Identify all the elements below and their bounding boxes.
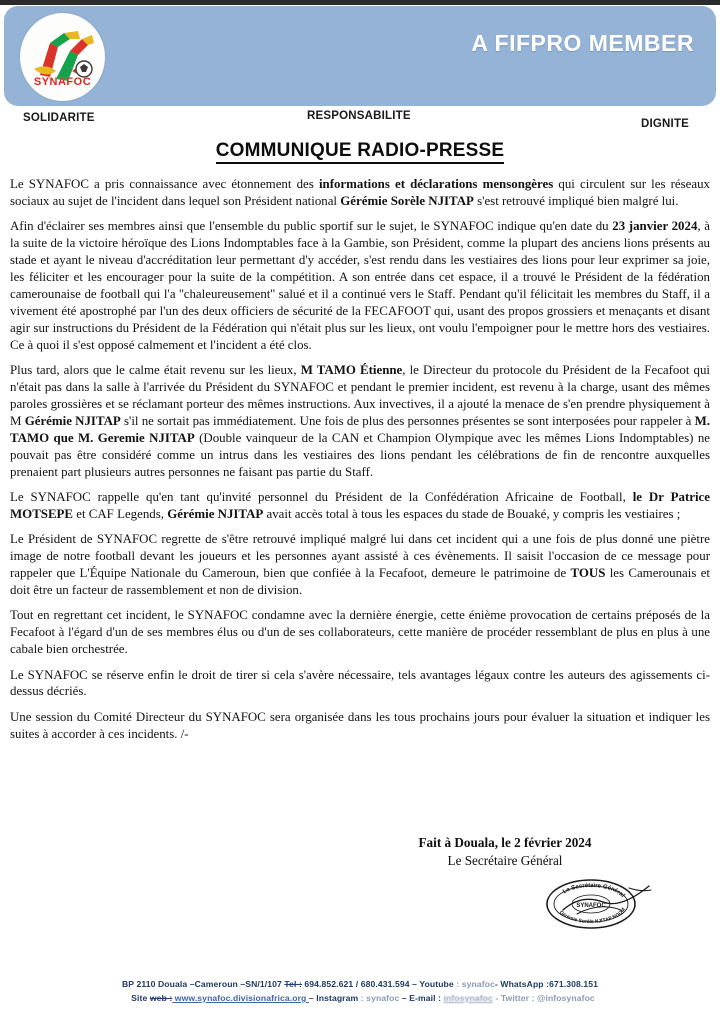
signature-role: Le Secrétaire Général — [447, 852, 563, 868]
paragraph-5: Le Président de SYNAFOC regrette de s'être retrouvé impliqué malgré lui dans cet incident qui a une fois de plus donné une piètre image de notre football devant les joueurs et les personnes ayant assisté à ces évènements. Il saisit l'occasion de ce message pour rappeler que L'Équipe Nationale du Cameroun, bien que confiée à la Fecafoot, demeure le patrimoine de TOUS les Camerounais et doit être un facteur de rassemblement et non de division. — [10, 532, 710, 597]
logo-wordmark: SYNAFOC — [33, 76, 92, 88]
footer-email-address[interactable]: infosynafoc — [443, 992, 493, 1003]
footer-line-2 — [0, 991, 720, 1005]
stamp-center-text: SYNAFOC — [576, 903, 606, 909]
paragraph-6: Tout en regrettant cet incident, le SYNAFOC condamne avec la dernière énergie, cette énième provocation de certains préposés de la Fecafoot à l'égard d'un de ses membres élus ou d'un de ses collaborateurs, cette manière de procéder ressemblant de plus en plus à une cabale bien orchestrée. — [10, 608, 710, 657]
paragraph-1: Le SYNAFOC a pris connaissance avec étonnement des informations et déclarations mensongères qui circulent sur les réseaux sociaux au sujet de l'incident dans lequel son Président national Gérémie Sorèle NJITAP s'est retrouvé impliqué bien malgré lui. — [10, 177, 711, 208]
footer-website-link[interactable]: www.synafoc.divisionafrica.org — [172, 992, 309, 1003]
footer-contact-info — [0, 977, 720, 1005]
footer-instagram-label: – Instagram — [308, 992, 361, 1003]
paragraph-2: Afin d'éclairer ses membres ainsi que l'ensemble du public sportif sur le sujet, le SYNAFOC indique qu'en date du 23 janvier 2024, à la suite de la victoire héroïque des Lions Indomptables face à la Gambie, son Président, comme la plupart des anciens lions présents au stade et ayant le niveau d'accréditation leur permettant d'y accéder, s'est rendu dans les vestiaires des lions pour leur exprimer sa joie, les féliciter et les encourager pour la suite de la compétition. A son entrée dans cet espace, il a trouvé le Président de la fédération camerounaise de football qui l'a ''chaleureusement'' salué et il a continué vers le Staff. Pendant qu'il félicitait les membres du Staff, il a vivement été apostrophé par l'un des deux officiers de sécurité de la FECAFOOT qui, usant des propos grossiers et menaçants et disant agir sur instructions du Président de la Fédération qui n'était plus sur les lieux, ont voulu l'empoigner pour le mettre hors des vestiaires. Ce à quoi il s'est opposé calmement et l'incident a été clos. — [10, 219, 710, 352]
footer-youtube-handle: : synafoc — [456, 978, 495, 989]
signature-place-date: Fait à Douala, le 2 février 2024 — [418, 835, 592, 850]
svg-text:Le Secrétaire Général — [562, 883, 626, 899]
document-body — [10, 176, 710, 751]
footer-email-label: – E-mail : — [399, 992, 444, 1003]
motto-row — [0, 112, 720, 132]
paragraph-4: Le SYNAFOC rappelle qu'en tant qu'invité personnel du Président de la Confédération Africaine de Football, le Dr Patrice MOTSEPE et CAF Legends, Gérémie NJITAP avait accès total à tous les espaces du stade de Bouaké, y compris les vestiaires ; — [10, 489, 710, 521]
header-banner — [4, 6, 716, 106]
footer-twitter-handle: - Twitter : @infosynafoc — [492, 992, 595, 1003]
stamp-bottom-text: Gérémie Sorèle NJITAP NGOM — [557, 906, 627, 926]
document-title-text: COMMUNIQUE RADIO-PRESSE — [216, 140, 505, 164]
footer-address: BP 2110 Douala –Cameroun –SN/1/107 — [121, 978, 285, 989]
synafoc-logo — [20, 13, 105, 101]
motto-dignite: DIGNITE — [641, 118, 690, 130]
footer-instagram-handle: : synafoc — [360, 992, 400, 1003]
paragraph-3: Plus tard, alors que le calme était revenu sur les lieux, M TAMO Étienne, le Directeur du protocole du Président de la Fecafoot qui n'était pas dans la salle à l'arrivée du Président du SYNAFOC et pendant le premier incident, est revenu à la charge, usant des mêmes paroles grossières et se réclamant porteur des mêmes instructions. Aux invectives, il a ajouté la menace de s'en prendre physiquement à M Gérémie NJITAP s'il ne sortait pas immédiatement. Une fois de plus des personnes présentes se sont interposées pour rappeler à M. TAMO que M. Geremie NJITAP (Double vainqueur de la CAN et Champion Olympique avec les mêmes Lions Indomptables) ne pouvait pas être considéré comme un intrus dans les vestiaires des lions pendant les célébrations de fin de rencontre auxquelles prenaient part plusieurs autres personnes ne faisant pas partie du Staff. — [10, 363, 710, 479]
stamp-icon — [543, 874, 671, 932]
footer-line-1 — [0, 977, 720, 991]
top-border-strip — [0, 0, 720, 5]
official-stamp — [543, 874, 671, 932]
motto-solidarite: SOLIDARITE — [23, 112, 95, 124]
stamp-top-text: Le Secrétaire Général — [562, 882, 626, 899]
motto-responsabilite: RESPONSABILITE — [307, 110, 411, 122]
fifpro-member-label: A FIFPRO MEMBER — [471, 30, 694, 56]
footer-whatsapp: - WhatsApp :671.308.151 — [494, 978, 598, 989]
paragraph-8: Une session du Comité Directeur du SYNAFOC sera organisée dans les tous prochains jours pour évaluer la situation et indiquer les suites à accorder à ces incidents. /- — [10, 709, 710, 741]
signature-block — [0, 834, 720, 870]
document-title — [0, 140, 720, 162]
logo-oval-background — [20, 13, 105, 101]
footer-phone-numbers: 694.852.621 / 680.431.594 – Youtube — [301, 978, 457, 989]
footer-web-label: web : — [149, 992, 173, 1003]
footer-site-label: Site — [131, 992, 150, 1003]
paragraph-7: Le SYNAFOC se réserve enfin le droit de tirer si cela s'avère nécessaire, tels avantages légaux contre les auteurs des agissements ci-dessus décriés. — [10, 667, 710, 699]
svg-text:Gérémie Sorèle NJITAP NGOM — [558, 907, 627, 925]
footer-tel-label: Tel : — [284, 978, 302, 989]
